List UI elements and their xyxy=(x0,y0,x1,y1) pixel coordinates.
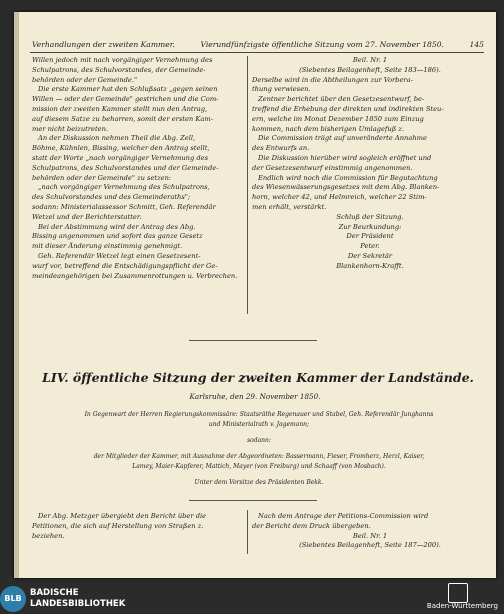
page-number: 145 xyxy=(469,40,484,49)
left-column-line: sodann: Ministerialassessor Schmitt, Geh. Referendär xyxy=(32,202,216,211)
left-column-line: Böhme, Kühnlen, Bissing, welcher den Antrag stellt, xyxy=(32,144,210,153)
left-column-line: Die erste Kammer hat den Schlußsatz „gegen seinen xyxy=(38,85,218,94)
left-column-line: wurf vor, betreffend die Entschädigungspflicht der Ge- xyxy=(32,261,218,270)
left-column-line: Schulpatrons, des Schulvorstandes, der Gemeinde- xyxy=(32,65,206,74)
left-column-line: mer nicht beizutreten. xyxy=(32,124,109,133)
beil-subreference: (Siebentes Beilagenheft, Seite 183—186). xyxy=(299,65,441,74)
right-column-line: des Entwurfs an. xyxy=(252,144,310,153)
library-name xyxy=(30,588,125,610)
right-column-line: kommen, nach dem bisherigen Umlagefuß z. xyxy=(252,124,404,133)
left-column-line: behörden oder der Gemeinde." xyxy=(32,75,138,84)
session-right-column xyxy=(252,512,488,551)
authentication-label: Zur Beurkundung: xyxy=(338,222,402,231)
right-column-line: Endlich wird noch die Commission für Begutachtung xyxy=(258,173,438,182)
column-divider xyxy=(247,56,248,314)
right-column-line: des Wiesenwässerungsgesetzes mit dem Abg. Blanken- xyxy=(252,183,440,192)
right-column-line: thung verwiesen. xyxy=(252,85,311,94)
left-column-line: Willen — oder der Gemeinde" gestrichen und die Com- xyxy=(32,95,219,104)
place-date: Karlsruhe, den 29. November 1850. xyxy=(189,392,321,401)
left-column-line: Bei der Abstimmung wird der Antrag des Abg. xyxy=(38,222,196,231)
attendance-line: sodann: xyxy=(247,437,271,444)
attendance-line: In Gegenwart der Herren Regierungskommissäre: Staatsräthe Regenauer und Stabel, Geh. Referendär Junghanns xyxy=(84,411,434,418)
library-line2: LANDESBIBLIOTHEK xyxy=(30,599,126,609)
session-left-line: Petitionen, die sich auf Herstellung von Straßen z. xyxy=(32,521,204,530)
right-column-line: treffend die Erhebung der direkten und indirekten Steu- xyxy=(252,104,444,113)
left-column-line: behörden oder der Gemeinde" zu setzen: xyxy=(32,173,172,182)
document-page xyxy=(14,12,496,578)
right-column xyxy=(252,56,488,272)
blb-logo: BLB xyxy=(0,586,26,612)
left-column-line: des Schulvorstandes und des Gemeinderaths"; xyxy=(32,193,191,202)
left-column xyxy=(32,56,246,281)
session-right-line: der Bericht dem Druck übergeben. xyxy=(252,521,371,530)
attendance-line: der Mitglieder der Kammer, mit Ausnahme der Abgeordneten: Bassermann, Fieser, Fromherz, Herzl, Kaiser, xyxy=(93,453,425,460)
secretary-label: Der Sekretär xyxy=(347,251,393,260)
attendance-line: Lamey, Maier-Kapferer, Mattich, Mayer (von Freiburg) und Schaaff (von Mosbach). xyxy=(132,463,386,470)
running-header xyxy=(32,40,484,49)
left-column-line: auf diesem Satze zu beharren, somit der ersten Kam- xyxy=(32,114,213,123)
header-left: Verhandlungen der zweiten Kammer. xyxy=(32,40,175,49)
left-column-line: Bissing angenommen und sofort das ganze Gesetz xyxy=(32,232,203,241)
header-rule xyxy=(30,52,484,53)
president-label: Der Präsident xyxy=(346,232,394,241)
left-column-line: Schulpatrons, des Schulvorstandes und der Gemeinde- xyxy=(32,163,219,172)
left-column-line: An der Diskussion nehmen Theil die Abg. Zell, xyxy=(38,134,196,143)
attendance-line: Unter dem Vorsitze des Präsidenten Bekk. xyxy=(194,479,324,486)
left-column-line: Willen jedoch mit nach vorgängiger Vernehmung des xyxy=(32,56,213,64)
section-divider xyxy=(189,340,317,341)
right-column-line: der Gesetzesentwurf einstimmig angenommen. xyxy=(252,163,413,172)
left-column-line: statt der Worte „nach vorgängiger Vernehmung des xyxy=(32,153,209,162)
session-left-line: Der Abg. Metzger übergiebt den Bericht über die xyxy=(38,512,207,520)
session-right-line: Beil. Nr. 1 xyxy=(352,531,388,540)
attendance-line: und Ministerialrath v. Jagemann; xyxy=(208,421,310,428)
state-name: Baden-Württemberg xyxy=(426,602,498,610)
right-column-line: Die Commission trägt auf unveränderte Annahme xyxy=(258,134,427,143)
right-column-line: ern, welche im Monat Dezember 1850 zum Einzug xyxy=(252,114,424,123)
scan-edge xyxy=(14,12,19,578)
beil-reference: Beil. Nr. 1 xyxy=(352,56,388,64)
president-name: Peter. xyxy=(360,242,380,251)
left-column-line: meindeangehörigen bei Zusammenrottungen u. Verbrechen. xyxy=(32,271,238,280)
right-column-line: Zentner berichtet über den Gesetzesentwurf, be- xyxy=(258,95,425,104)
session-title: LIV. öffentliche Sitzung der zweiten Kammer der Landstände. xyxy=(42,370,474,385)
left-column-line: mission der zweiten Kammer stellt nun den Antrag, xyxy=(32,104,208,113)
left-column-line: mit dieser Änderung einstimmig genehmigt. xyxy=(32,242,183,251)
left-column-line: „nach vorgängiger Vernehmung des Schulpatrons, xyxy=(38,183,210,192)
left-column-line: Wetzel und der Berichterstatter. xyxy=(32,212,142,221)
right-column-line: Derselbe wird in die Abtheilungen zur Vorbera- xyxy=(252,75,413,84)
right-column-lines xyxy=(252,76,488,223)
session-left-line: beziehen. xyxy=(32,531,65,540)
right-column-line: Die Diskussion hierüber wird sogleich eröffnet und xyxy=(258,153,432,162)
header-center: Vierundfünfzigste öffentliche Sitzung vom 27. November 1850. xyxy=(200,40,444,49)
left-column-line: Geh. Referendär Wetzel legt einen Gesetzesent- xyxy=(38,251,201,260)
session-right-line: Nach dem Antrage der Petitions-Commission wird xyxy=(258,512,429,520)
right-column-line: horn, welcher 42, und Helmreich, welcher 22 Stim- xyxy=(252,193,427,202)
right-column-line: men erhält, verstärkt. xyxy=(252,202,327,211)
secretary-name: Blankenhorn-Krafft. xyxy=(336,261,404,270)
section-divider-2 xyxy=(189,500,317,501)
library-line1: BADISCHE xyxy=(30,588,79,598)
session-right-line: (Siebentes Beilagenheft, Seite 187—200). xyxy=(299,541,441,550)
column-divider-2 xyxy=(247,510,248,554)
session-left-column xyxy=(32,512,246,541)
right-column-line: Schluß der Sitzung. xyxy=(336,212,404,221)
state-logo-icon xyxy=(448,583,468,603)
